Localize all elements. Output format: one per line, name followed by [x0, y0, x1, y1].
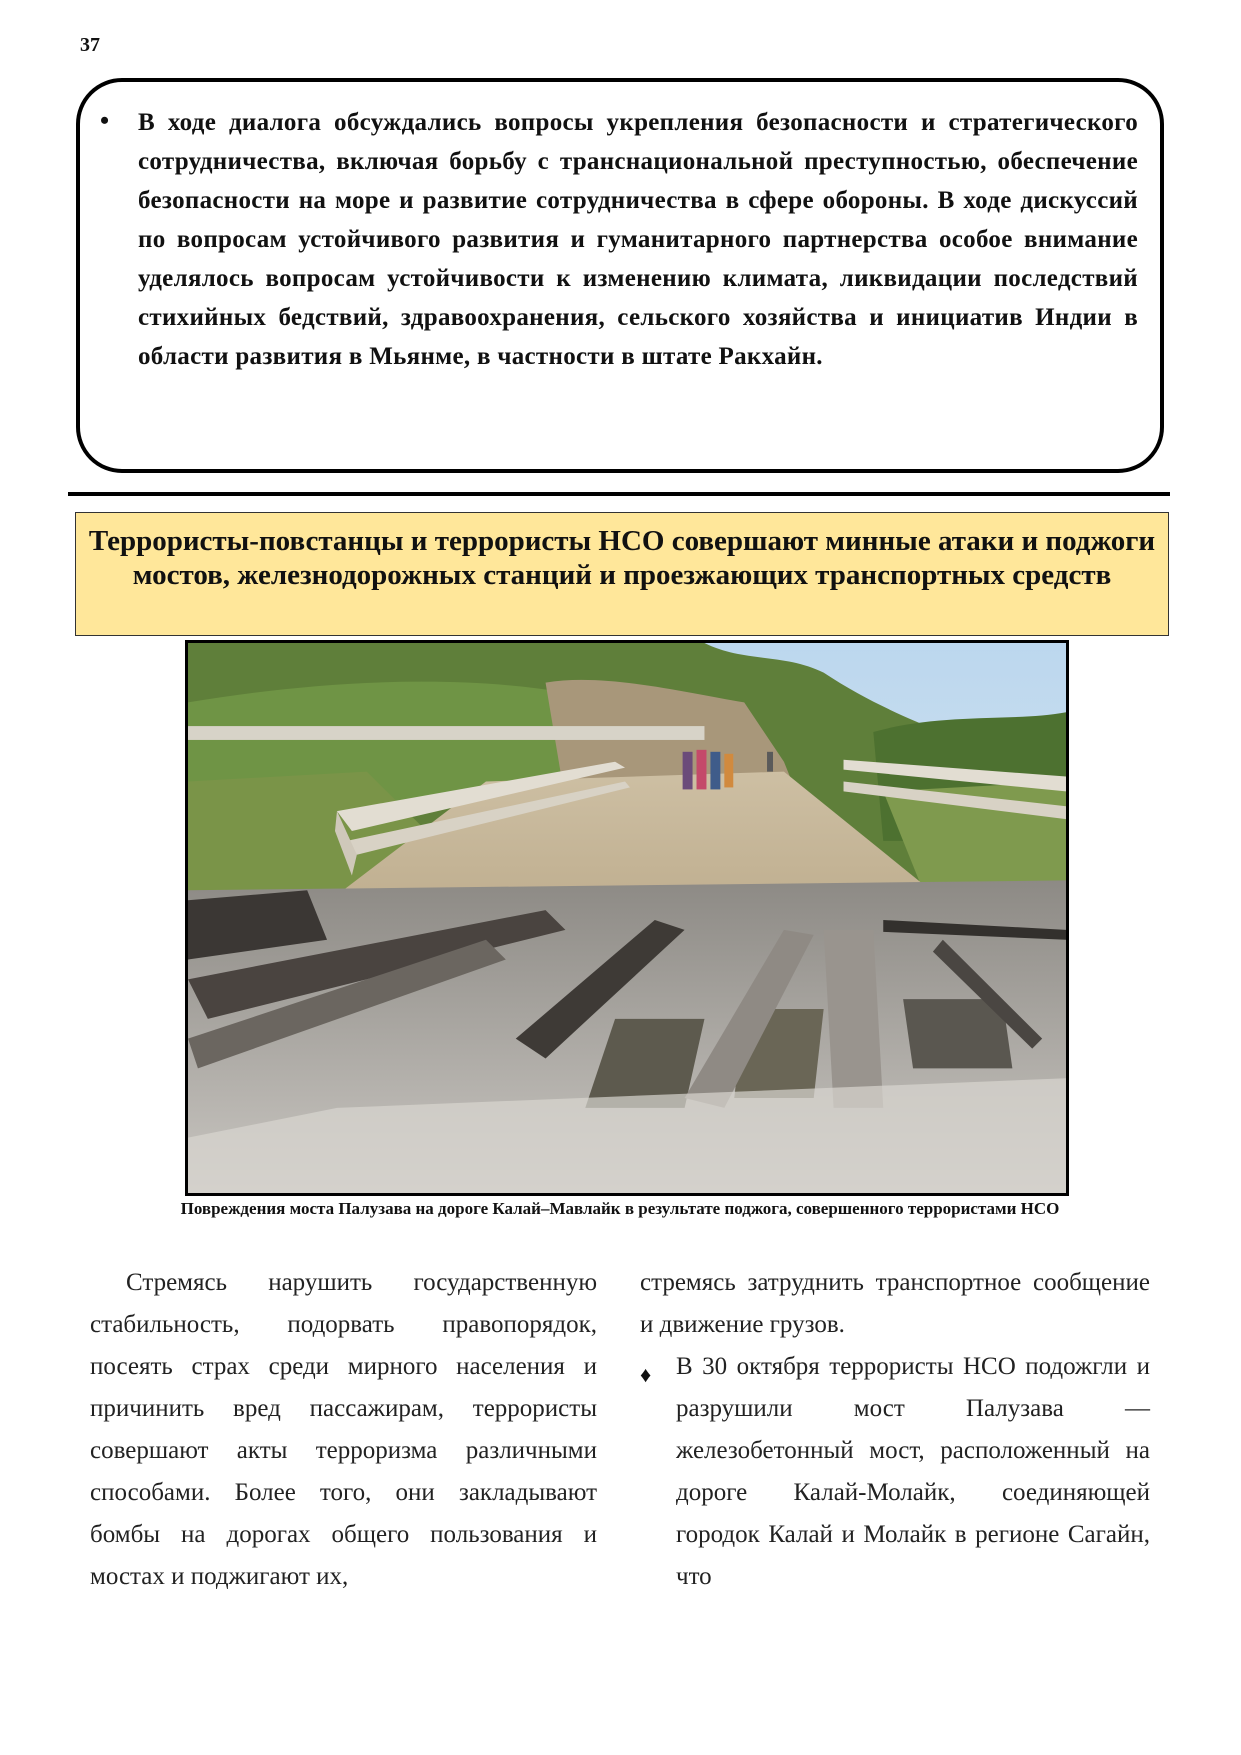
right-column-intro: стремясь затруднить транспортное сообщение и движение грузов. [640, 1269, 1150, 1338]
diamond-bullet-icon: ♦ [640, 1362, 652, 1387]
photo-caption: Повреждения моста Палузава на дороге Калай–Мавлайк в результате поджога, совершенного террористами НСО [180, 1199, 1060, 1218]
left-column-paragraph: Стремясь нарушить государственную стабильность, подорвать правопорядок, посеять страх среди мирного населения и причинить вред пассажирам, террористы совершают акты терроризма различными способами. Более того, они закладывают бомбы на дорогах общего пользования и мостах и поджигают их, [90, 1269, 597, 1590]
page-number: 37 [80, 34, 100, 56]
highlight-box-text: В ходе диалога обсуждались вопросы укрепления безопасности и стратегического сотрудничества, включая борьбу с транснациональной преступностью, обеспечение безопасности на море и развитие сотрудничества в сфере обороны. В ходе дискуссий по вопросам устойчивого развития и гуманитарного партнерства особое внимание уделялось вопросам устойчивости к изменению климата, ликвидации последствий стихийных бедствий, здравоохранения, сельского хозяйства и инициатив Индии в области развития в Мьянме, в частности в штате Ракхайн. [138, 109, 1138, 370]
section-headline: Террористы-повстанцы и террористы НСО совершают минные атаки и поджоги мостов, железнодорожных станций и проезжающих транспортных средств [75, 512, 1169, 636]
burned-bridge-illustration [188, 643, 1066, 1193]
left-column [90, 1262, 597, 1598]
horizontal-divider [68, 492, 1170, 496]
bullet-icon: • [100, 106, 110, 135]
right-column-bullet-text: В 30 октября террористы НСО подожгли и разрушили мост Палузава — железобетонный мост, расположенный на дороге Калай-Молайк, соединяющей городок Калай и Молайк в регионе Сагайн, что [676, 1353, 1150, 1590]
bridge-photo [185, 640, 1069, 1196]
